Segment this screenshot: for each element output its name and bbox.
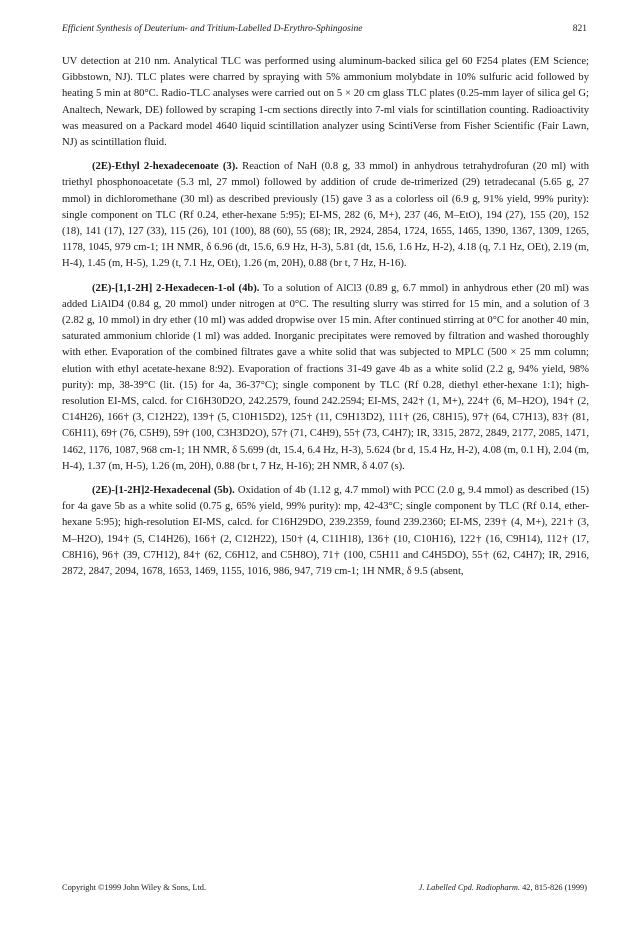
body-text	[62, 54, 589, 588]
paragraph-hexadecen-ol	[62, 281, 589, 475]
running-head	[62, 24, 587, 38]
volume-pages: 42, 815-826 (1999)	[522, 883, 587, 892]
journal-name: J. Labelled Cpd. Radiopharm.	[418, 883, 520, 892]
paragraph-uv-detection	[62, 54, 589, 151]
compound-heading: (2E)-Ethyl 2-hexadecenoate (3).	[92, 161, 238, 173]
page-footer	[62, 883, 587, 895]
copyright-notice: Copyright ©1999 John Wiley & Sons, Ltd.	[62, 883, 207, 892]
paragraph-ethyl-hexadecenoate	[62, 159, 589, 272]
journal-citation	[419, 883, 587, 892]
paragraph-text: Reaction of NaH (0.8 g, 33 mmol) in anhydrous tetrahydrofuran (20 ml) with triethyl phosphonoacetate (5.3 ml, 27 mmol) followed by addition of crude de-trimerized (29) tetradecanal (5.65 g, 27 mmol) in dichloromethane (30 ml) as described previously (15) gave 3 as a colorless oil (6.9 g, 91% yield, 99% purity): single component on TLC (Rf 0.24, ether-hexane 5:95); EI-MS, 282 (6, M+), 237 (46, M–EtO), 194 (27), 155 (20), 152 (18), 141 (17), 127 (33), 115 (26), 101 (100), 88 (60), 55 (68); IR, 2924, 2854, 1724, 1655, 1465, 1390, 1367, 1309, 1265, 1178, 1045, 979 cm-1; 1H NMR, δ 6.96 (dt, 15.6, 6.9 Hz, H-3), 5.81 (dt, 15.6, 1.6 Hz, H-2), 4.18 (q, 7.1 Hz, OEt), 2.19 (m, H-4), 1.45 (m, H-5), 1.29 (t, 7.1 Hz, OEt), 1.26 (m, 20H), 0.88 (br t, 7 Hz, H-16).	[62, 161, 589, 270]
paragraph-text: Oxidation of 4b (1.12 g, 4.7 mmol) with PCC (2.0 g, 9.4 mmol) as described (15) for 4a gave 5b as a white solid (0.75 g, 65% yield, 99% purity): mp, 42-43°C; single component by TLC (Rf 0.14, ether-hexane 5:95); high-resolution EI-MS, calcd. for C16H29DO, 239.2359, found 239.2360; EI-MS, 239† (4, M+), 221† (3, M–H2O), 194† (5, C14H26), 166† (2, C12H22), 150† (4, C11H18), 136† (10, C10H16), 122† (16, C9H14), 112† (17, C8H16), 96† (39, C7H12), 84† (62, C6H12, and C5H8O), 71† (100, C5H11 and C4H5DO), 55† (62, C4H7); IR, 2916, 2872, 2847, 2094, 1678, 1653, 1469, 1155, 1016, 986, 947, 719 cm-1; 1H NMR, δ 9.5 (absent,	[62, 485, 589, 578]
page-number: 821	[572, 24, 587, 34]
running-head-title: Efficient Synthesis of Deuterium- and Tritium-Labelled D-Erythro-Sphingosine	[62, 24, 363, 34]
paragraph-hexadecenal	[62, 483, 589, 580]
paragraph-text: UV detection at 210 nm. Analytical TLC was performed using aluminum-backed silica gel 60 F254 plates (EM Science; Gibbstown, NJ). TLC plates were charred by spraying with 5% ammonium molybdate in 10% sulfuric acid followed by heating 5 min at 80°C. Radio-TLC analyses were carried out on 5 × 20 cm glass TLC plates (0.25-mm layer of silica gel G; Analtech, Newark, DE) followed by scraping 1-cm sections directly into 7-ml vials for scintillation counting. Radioactivity was measured on a Packard model 4640 liquid scintillation analyzer using ScintiVerse from Fisher Scientific (Fair Lawn, NJ) as scintillation fluid.	[62, 56, 589, 149]
paragraph-text: To a solution of AlCl3 (0.89 g, 6.7 mmol) in anhydrous ether (20 ml) was added LiAlD4 (0.84 g, 20 mmol) under nitrogen at 0°C. The resulting slurry was stirred for 15 min, and a solution of 3 (2.82 g, 10 mmol) in dry ether (10 ml) was added dropwise over 15 min. After continued stirring at 0°C for another 40 min, saturated ammonium chloride (1 ml) was added. Inorganic precipitates were removed by filtration and washed thoroughly with ether. Evaporation of the combined filtrates gave a white solid that was subjected to MPLC (500 × 25 mm column; elution with ethyl acetate-hexane 8:92). Evaporation of fractions 31-49 gave 4b as a white solid (2.2 g, 94% yield, 98% purity): mp, 38-39°C (lit. (15) for 4a, 36-37°C); single component by TLC (Rf 0.28, diethyl ether-hexane 1:1); high-resolution EI-MS, calcd. for C16H30D2O, 242.2579, found 242.2594; EI-MS, 242† (1, M+), 224† (6, M–H2O), 194† (2, C14H26), 166† (3, C12H22), 139† (5, C10H15D2), 125† (11, C9H13D2), 111† (26, C8H15), 97† (64, C7H13), 83† (81, C6H11), 69† (76, C5H9), 59† (100, C3H3D2O), 57† (71, C4H9), 55† (73, C4H7); IR, 3315, 2872, 2849, 2177, 2085, 1471, 1462, 1176, 1087, 968 cm-1; 1H NMR, δ 5.699 (dt, 15.4, 6.4 Hz, H-3), 5.624 (br d, 15.4 Hz, H-2), 4.08 (m, 0.1 H), 2.04 (m, H-4), 1.37 (m, H-5), 1.26 (m, 20H), 0.88 (br t, 7 Hz, H-16); 2H NMR, δ 4.07 (s).	[62, 282, 590, 472]
compound-heading: (2E)-[1,1-2H] 2-Hexadecen-1-ol (4b).	[92, 282, 260, 294]
compound-heading: (2E)-[1-2H]2-Hexadecenal (5b).	[92, 485, 235, 497]
